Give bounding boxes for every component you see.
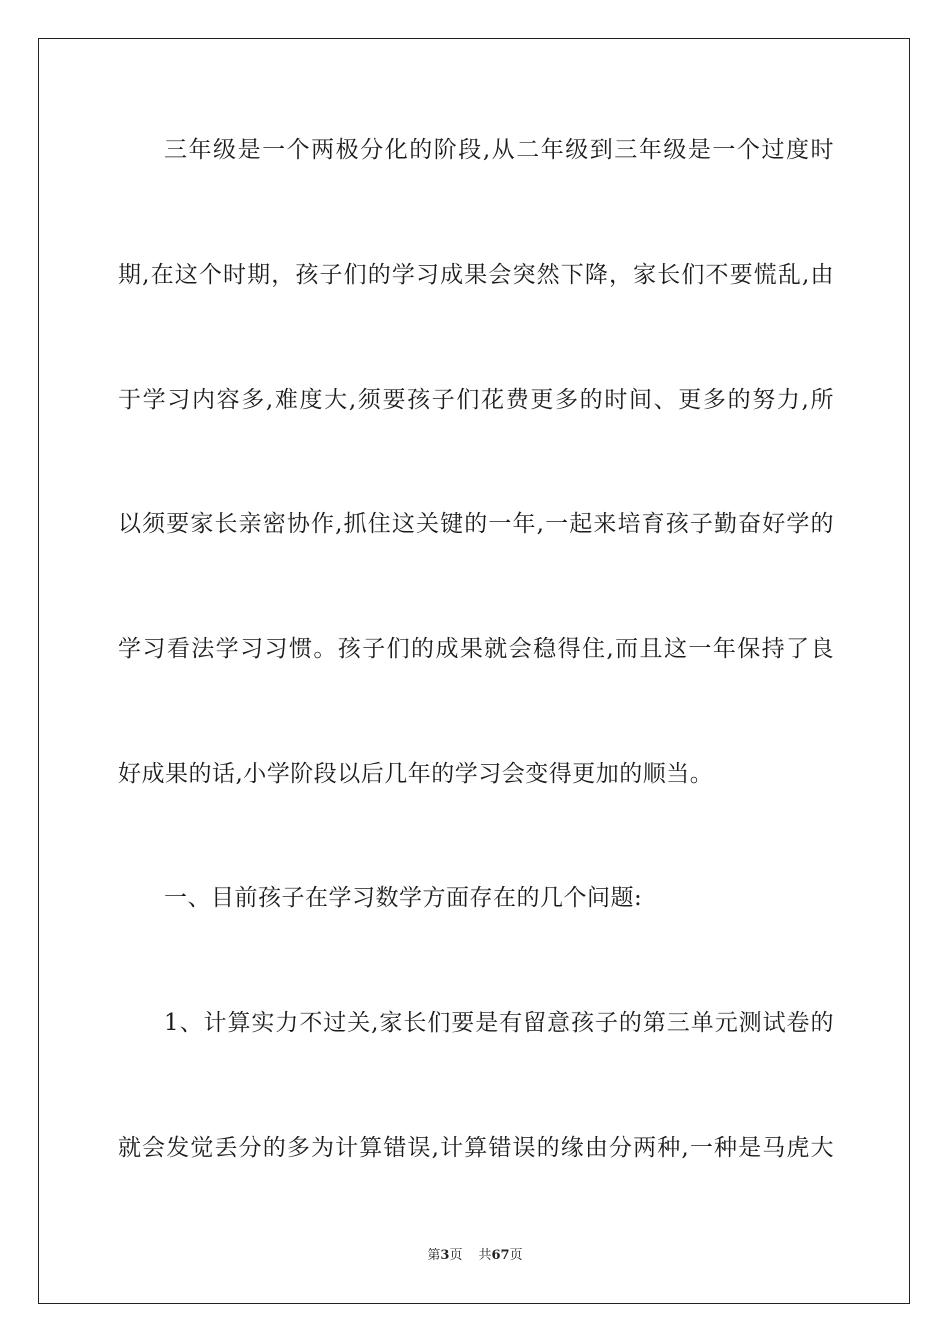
paragraph-line-2: 期,在这个时期，孩子们的学习成果会突然下降，家长们不要慌乱,由: [118, 262, 834, 288]
paragraph-line-7: 1、计算实力不过关,家长们要是有留意孩子的第三单元测试卷的: [164, 1010, 834, 1036]
page-number: 3: [440, 1248, 450, 1263]
section-heading: 一、目前孩子在学习数学方面存在的几个问题:: [164, 885, 643, 911]
page-prefix: 第: [427, 1248, 441, 1263]
paragraph-line-3: 于学习内容多,难度大,须要孩子们花费更多的时间、更多的努力,所: [118, 387, 834, 413]
total-pages: 67: [491, 1248, 510, 1263]
paragraph-line-5: 学习看法学习习惯。孩子们的成果就会稳得住,而且这一年保持了良: [118, 636, 834, 662]
page-suffix: 页: [449, 1248, 463, 1263]
total-prefix: 共: [478, 1248, 492, 1263]
paragraph-line-6: 好成果的话,小学阶段以后几年的学习会变得更加的顺当。: [118, 761, 714, 787]
page-border: [38, 38, 910, 1304]
paragraph-line-1: 三年级是一个两极分化的阶段,从二年级到三年级是一个过度时: [164, 137, 834, 163]
total-suffix: 页: [509, 1248, 523, 1263]
page-footer: [0, 1247, 950, 1265]
paragraph-line-4: 以须要家长亲密协作,抓住这关键的一年,一起来培育孩子勤奋好学的: [118, 511, 834, 537]
paragraph-line-8: 就会发觉丢分的多为计算错误,计算错误的缘由分两种,一种是马虎大: [118, 1135, 834, 1161]
